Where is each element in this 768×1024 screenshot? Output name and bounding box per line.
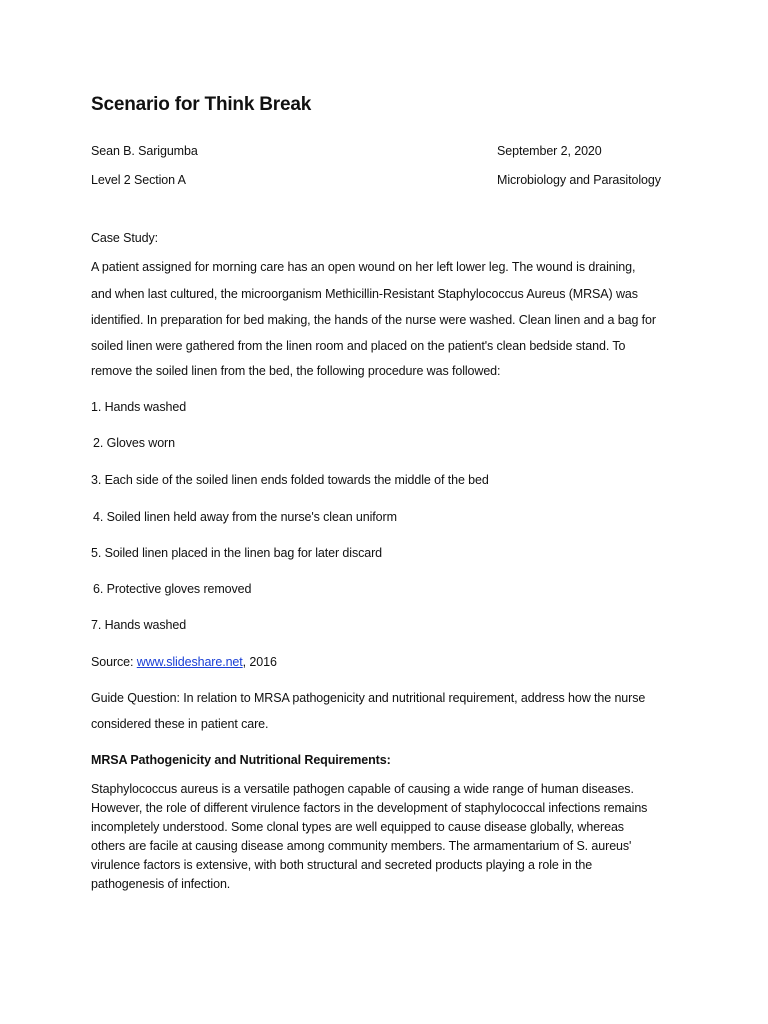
guide-question-line: Guide Question: In relation to MRSA pathogenicity and nutritional requirement, address how the nurse: [91, 691, 646, 705]
body-line: incompletely understood. Some clonal types are well equipped to cause disease globally, whereas: [91, 820, 624, 834]
document-date: September 2, 2020: [497, 144, 602, 158]
guide-question-line: considered these in patient care.: [91, 717, 269, 731]
body-line: However, the role of different virulence factors in the development of staphylococcal infections remains: [91, 801, 648, 815]
case-line: identified. In preparation for bed making, the hands of the nurse were washed. Clean linen and a bag for: [91, 313, 656, 327]
case-study-heading: Case Study:: [91, 231, 158, 245]
step-item: 2. Gloves worn: [93, 436, 175, 450]
step-item: 6. Protective gloves removed: [93, 582, 252, 596]
case-line: remove the soiled linen from the bed, the following procedure was followed:: [91, 364, 501, 378]
document-title: Scenario for Think Break: [91, 94, 312, 115]
source-link[interactable]: www.slideshare.net: [136, 655, 243, 669]
body-line: Staphylococcus aureus is a versatile pathogen capable of causing a wide range of human diseases.: [91, 782, 634, 796]
subject-name: Microbiology and Parasitology: [497, 173, 661, 187]
case-line: and when last cultured, the microorganism Methicillin-Resistant Staphylococcus Aureus (MRSA) was: [91, 287, 638, 301]
step-item: 3. Each side of the soiled linen ends folded towards the middle of the bed: [91, 473, 489, 487]
step-item: 7. Hands washed: [91, 618, 187, 632]
body-line: virulence factors is extensive, with both structural and secreted products playing a role in the: [91, 858, 593, 872]
case-line: A patient assigned for morning care has an open wound on her left lower leg. The wound is draining,: [91, 260, 636, 274]
source-label: Source:: [91, 655, 137, 669]
body-line: others are facile at causing disease among community members. The armamentarium of S. aureus': [91, 839, 632, 853]
level-section: Level 2 Section A: [91, 173, 186, 187]
source-year: , 2016: [242, 655, 277, 669]
step-item: 5. Soiled linen placed in the linen bag for later discard: [91, 546, 383, 560]
case-line: soiled linen were gathered from the linen room and placed on the patient's clean bedside stand. To: [91, 339, 626, 353]
author-name: Sean B. Sarigumba: [91, 144, 198, 158]
source-line: [91, 655, 277, 669]
body-line: pathogenesis of infection.: [91, 877, 231, 891]
step-item: 1. Hands washed: [91, 400, 187, 414]
step-item: 4. Soiled linen held away from the nurse's clean uniform: [93, 510, 397, 524]
section-heading: MRSA Pathogenicity and Nutritional Requirements:: [91, 753, 391, 767]
